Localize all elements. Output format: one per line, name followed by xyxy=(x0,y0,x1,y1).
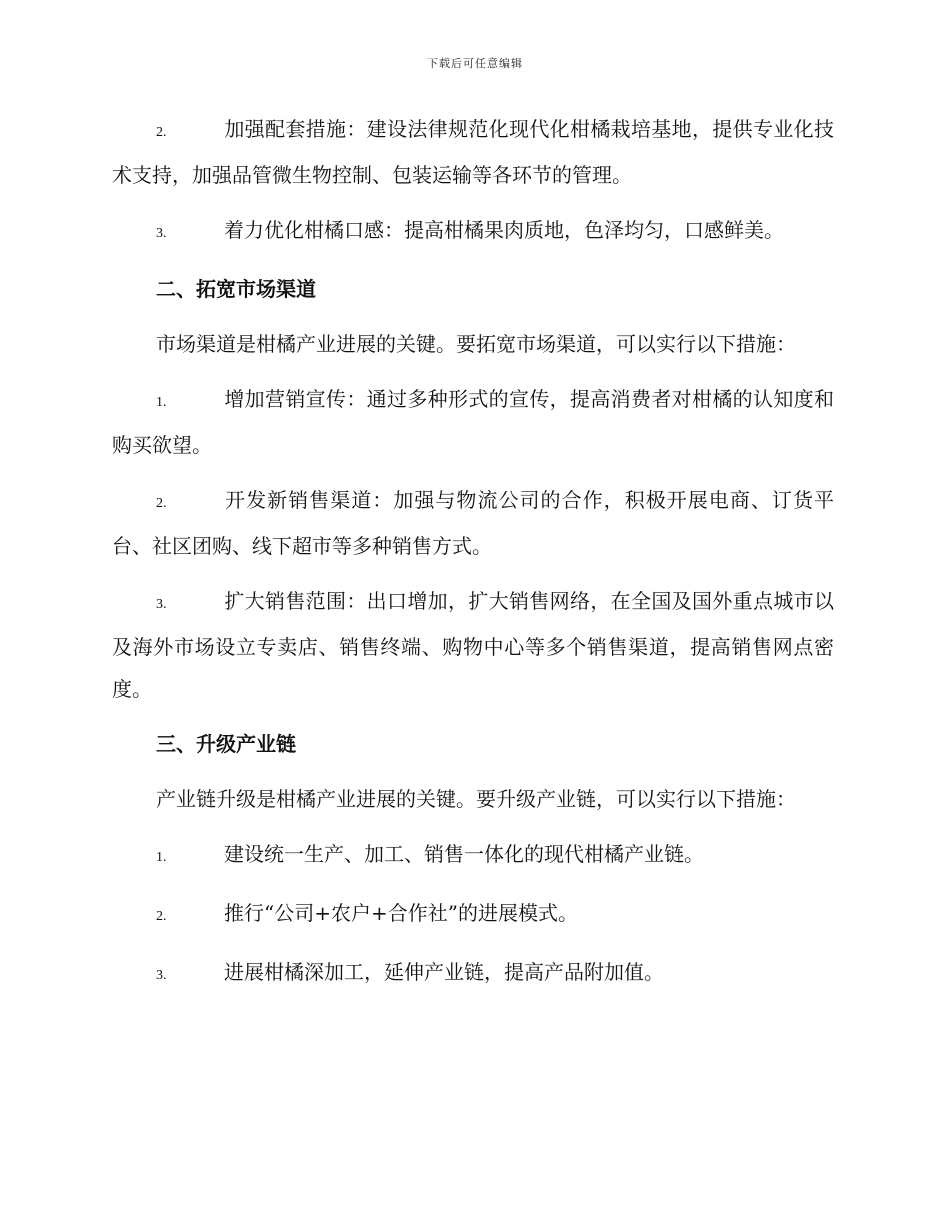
list-item xyxy=(112,479,834,567)
list-item-number: 2. xyxy=(156,909,167,924)
list-item-text: 建设统一生产、加工、销售一体化的现代柑橘产业链。 xyxy=(224,842,704,866)
section-intro-paragraph: 产业链升级是柑橘产业进展的关键。要升级产业链，可以实行以下措施： xyxy=(156,787,796,811)
list-item-text: 推行“公司+农户+合作社”的进展模式。 xyxy=(224,901,578,925)
list-item xyxy=(112,892,834,938)
list-item xyxy=(112,108,834,196)
list-item-text: 增加营销宣传：通过多种形式的宣传，提高消费者对柑橘的认知度和购买欲望。 xyxy=(112,387,834,457)
list-item xyxy=(112,378,834,466)
list-item-number: 3. xyxy=(156,597,167,612)
section-heading-market-channels: 二、拓宽市场渠道 xyxy=(156,277,316,301)
list-item-number: 1. xyxy=(156,850,167,865)
list-item-text: 加强配套措施：建设法律规范化现代化柑橘栽培基地，提供专业化技术支持，加强品管微生物控制、包装运输等各环节的管理。 xyxy=(112,117,834,187)
list-item-text: 开发新销售渠道：加强与物流公司的合作，积极开展电商、订货平台、社区团购、线下超市等多种销售方式。 xyxy=(112,488,834,558)
list-item-text: 进展柑橘深加工，延伸产业链，提高产品附加值。 xyxy=(224,960,664,984)
list-item-number: 3. xyxy=(156,226,167,241)
list-item-text: 着力优化柑橘口感：提高柑橘果肉质地，色泽均匀，口感鲜美。 xyxy=(224,218,784,242)
list-item-number: 2. xyxy=(156,496,167,511)
list-item xyxy=(112,833,834,879)
list-item xyxy=(112,951,834,997)
page-header: 下载后可任意编辑 xyxy=(427,57,523,70)
list-item xyxy=(112,209,834,255)
list-item-number: 2. xyxy=(156,125,167,140)
list-item-number: 3. xyxy=(156,968,167,983)
section-intro-paragraph: 市场渠道是柑橘产业进展的关键。要拓宽市场渠道，可以实行以下措施： xyxy=(156,332,796,356)
section-heading-industry-chain: 三、升级产业链 xyxy=(156,732,296,756)
document-body xyxy=(112,108,834,1010)
list-item-text: 扩大销售范围：出口增加，扩大销售网络，在全国及国外重点城市以及海外市场设立专卖店、销售终端、购物中心等多个销售渠道，提高销售网点密度。 xyxy=(112,589,834,701)
list-item xyxy=(112,580,834,710)
list-item-number: 1. xyxy=(156,395,167,410)
